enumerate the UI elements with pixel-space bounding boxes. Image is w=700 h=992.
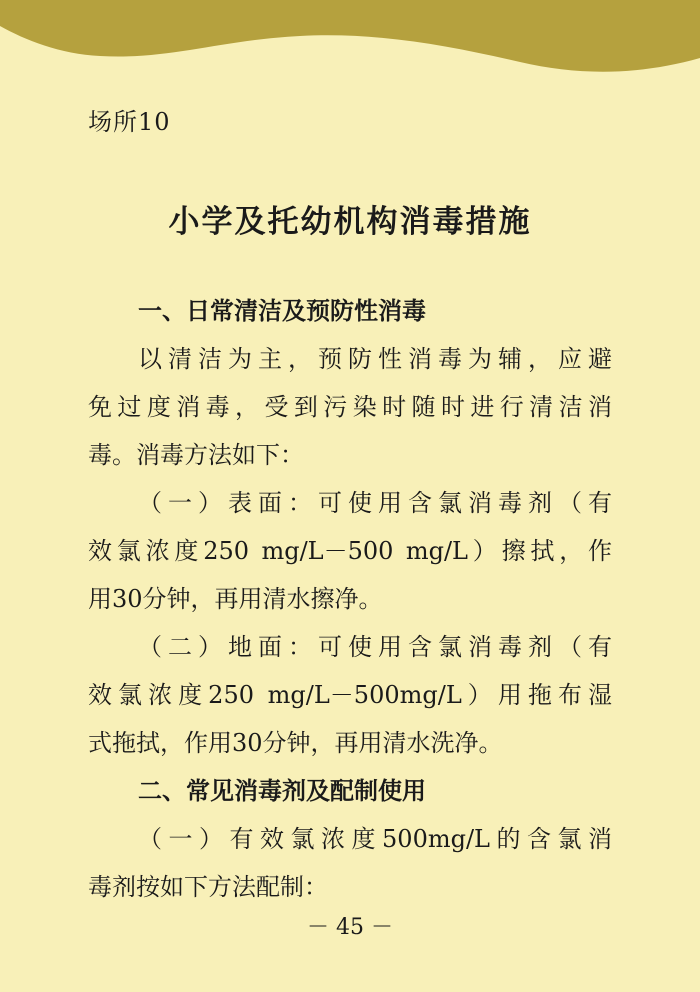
page-number: － 45 － — [307, 915, 393, 940]
page-title: 小学及托幼机构消毒措施 — [168, 204, 532, 240]
paragraph-line: 毒。消毒方法如下： — [88, 441, 304, 469]
item-floor-line: 式拖拭，作用30分钟，再用清水洗净。 — [88, 729, 503, 757]
paragraph-line: 免过度消毒，受到污染时随时进行清洁消 — [88, 393, 612, 421]
heading-common-disinfectants: 二、常见消毒剂及配制使用 — [138, 777, 426, 805]
heading-daily-cleaning: 一、日常清洁及预防性消毒 — [138, 297, 426, 325]
item-surface-line: 用30分钟，再用清水擦净。 — [88, 585, 383, 613]
top-wave-banner — [0, 0, 700, 80]
item-floor-line: 效氯浓度250 mg/L－500mg/L）用拖布湿 — [88, 681, 612, 709]
item-surface-line: 效氯浓度250 mg/L－500 mg/L）擦拭，作 — [88, 537, 612, 565]
section-label: 场所10 — [88, 108, 171, 136]
item-surface-line: （一）表面：可使用含氯消毒剂（有 — [138, 489, 612, 517]
wave-shape — [0, 0, 700, 72]
item-preparation-line: （一）有效氯浓度500mg/L的含氯消 — [138, 825, 612, 853]
item-floor-line: （二）地面：可使用含氯消毒剂（有 — [138, 633, 612, 661]
paragraph-line: 以清洁为主，预防性消毒为辅，应避 — [138, 345, 612, 373]
item-preparation-line: 毒剂按如下方法配制： — [88, 873, 328, 901]
